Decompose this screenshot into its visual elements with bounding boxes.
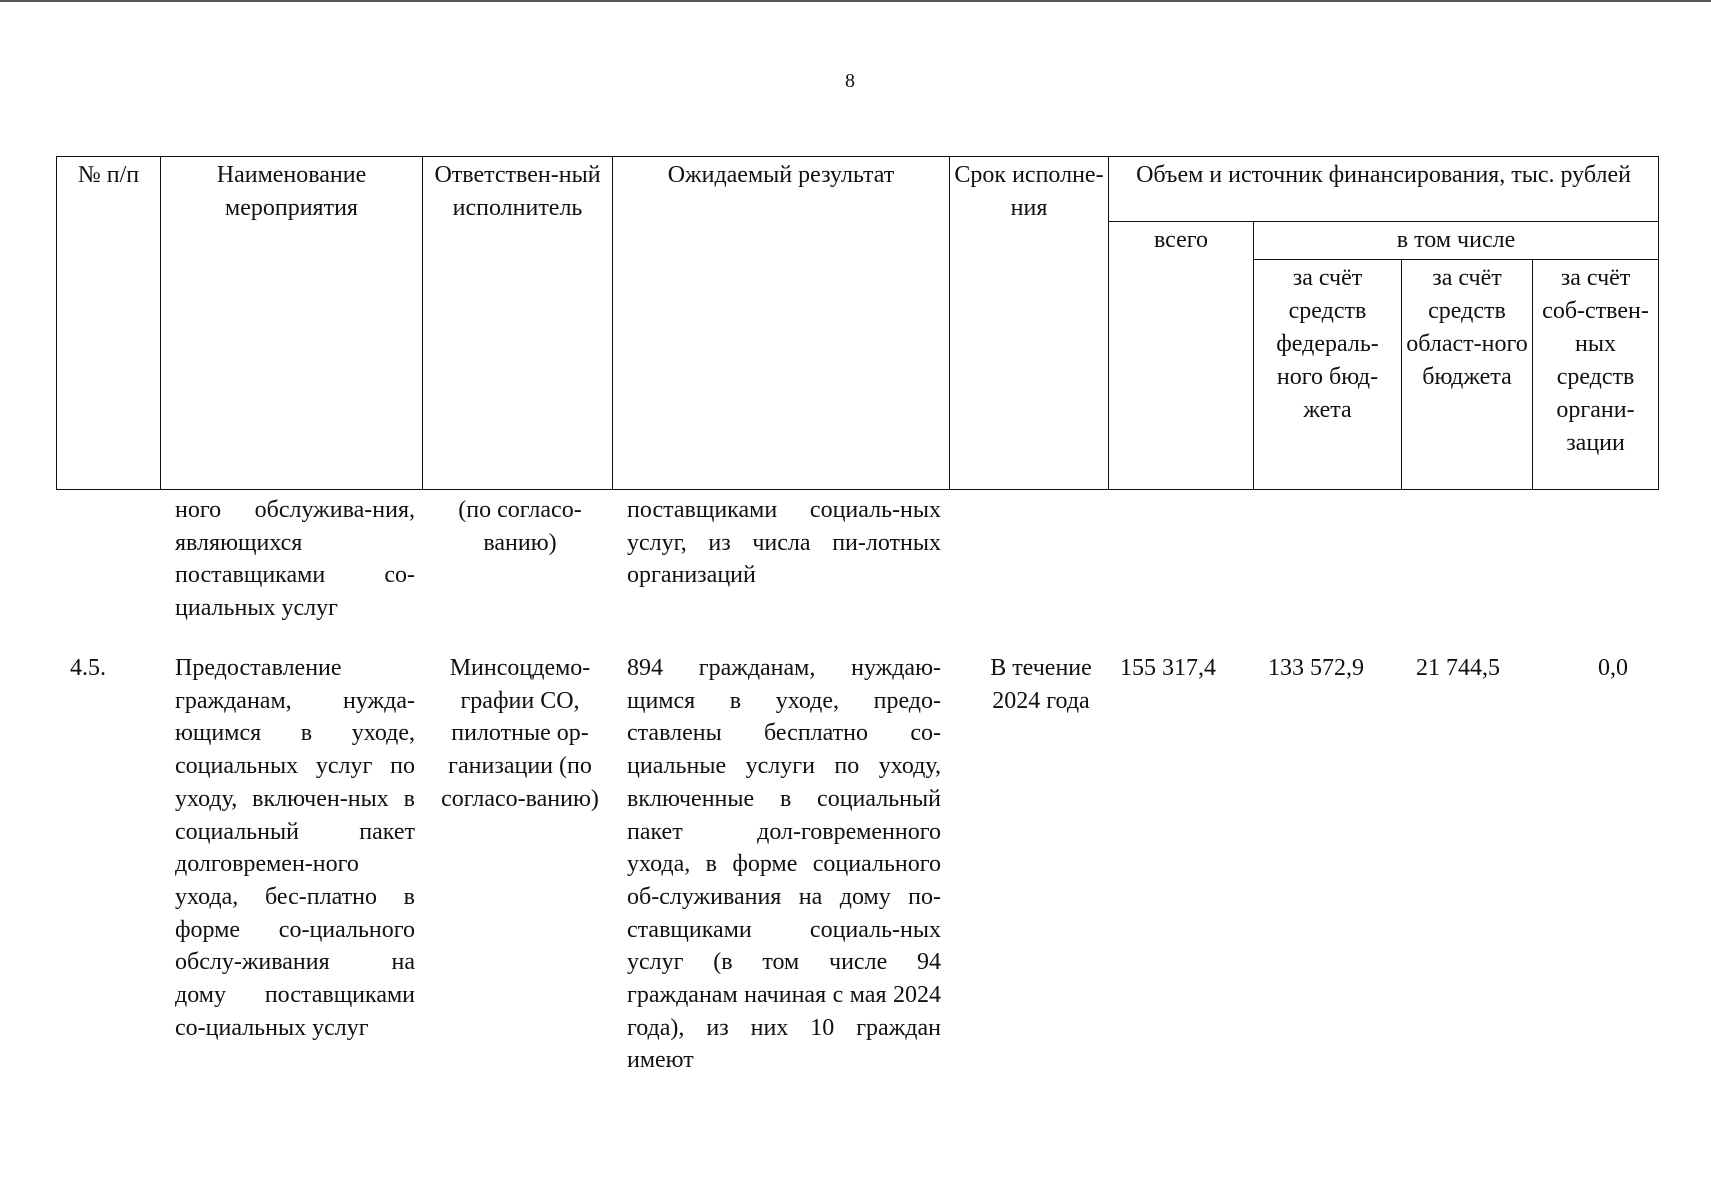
header-number: № п/п (57, 157, 161, 490)
row-own: 0,0 (1598, 655, 1628, 681)
row-regional: 21 744,5 (1416, 655, 1500, 681)
row-event-name: Предоставление гражданам, нужда-ющимся в уходе, социальных услуг по уходу, включен-ных в социальный пакет долговремен-ного ухода, бес-платно в форме со-циального обслу-живания на дому поставщиками со-циальных услуг (175, 655, 415, 1041)
row-responsible: Минсоцдемо-графии СО, пилотные ор-ганизации (по согласо-ванию) (441, 655, 599, 812)
header-own-funds: за счёт соб-ствен-ных средств органи-зации (1533, 260, 1659, 490)
continuation-responsible: (по согласо-ванию) (458, 497, 582, 556)
row-term: В течение 2024 года (990, 655, 1092, 714)
header-regional-budget: за счёт средств област-ного бюджета (1402, 260, 1533, 490)
top-border-line (0, 0, 1711, 2)
row-federal: 133 572,9 (1268, 655, 1364, 681)
row-total: 155 317,4 (1120, 655, 1216, 681)
header-including: в том числе (1254, 222, 1659, 260)
continuation-result: поставщиками социаль-ных услуг, из числа пи-лотных организаций (627, 497, 941, 589)
header-federal-budget: за счёт средств федераль-ного бюд-жета (1254, 260, 1402, 490)
header-event-name: Наименование мероприятия (161, 157, 423, 490)
header-responsible: Ответствен-ный исполнитель (423, 157, 613, 490)
header-term: Срок исполне-ния (950, 157, 1109, 490)
row-expected-result: 894 гражданам, нуждаю-щимся в уходе, предо-ставлены бесплатно со-циальные услуги по уходу, включенные в социальный пакет дол-говременного ухода, в форме социального об-служивания на дому по-ставщиками социаль-ных услуг (в том числе 94 гражданам начиная с мая 2024 года), из них 10 граждан имеют (627, 655, 941, 1074)
table-header (56, 156, 1659, 490)
page-number: 8 (845, 70, 855, 92)
row-number: 4.5. (70, 655, 106, 681)
header-total: всего (1109, 222, 1254, 490)
header-expected-result: Ожидаемый результат (613, 157, 950, 490)
continuation-event-name: ного обслужива-ния, являющихся поставщиками со-циальных услуг (175, 497, 415, 622)
header-financing: Объем и источник финансирования, тыс. рублей (1109, 157, 1659, 222)
